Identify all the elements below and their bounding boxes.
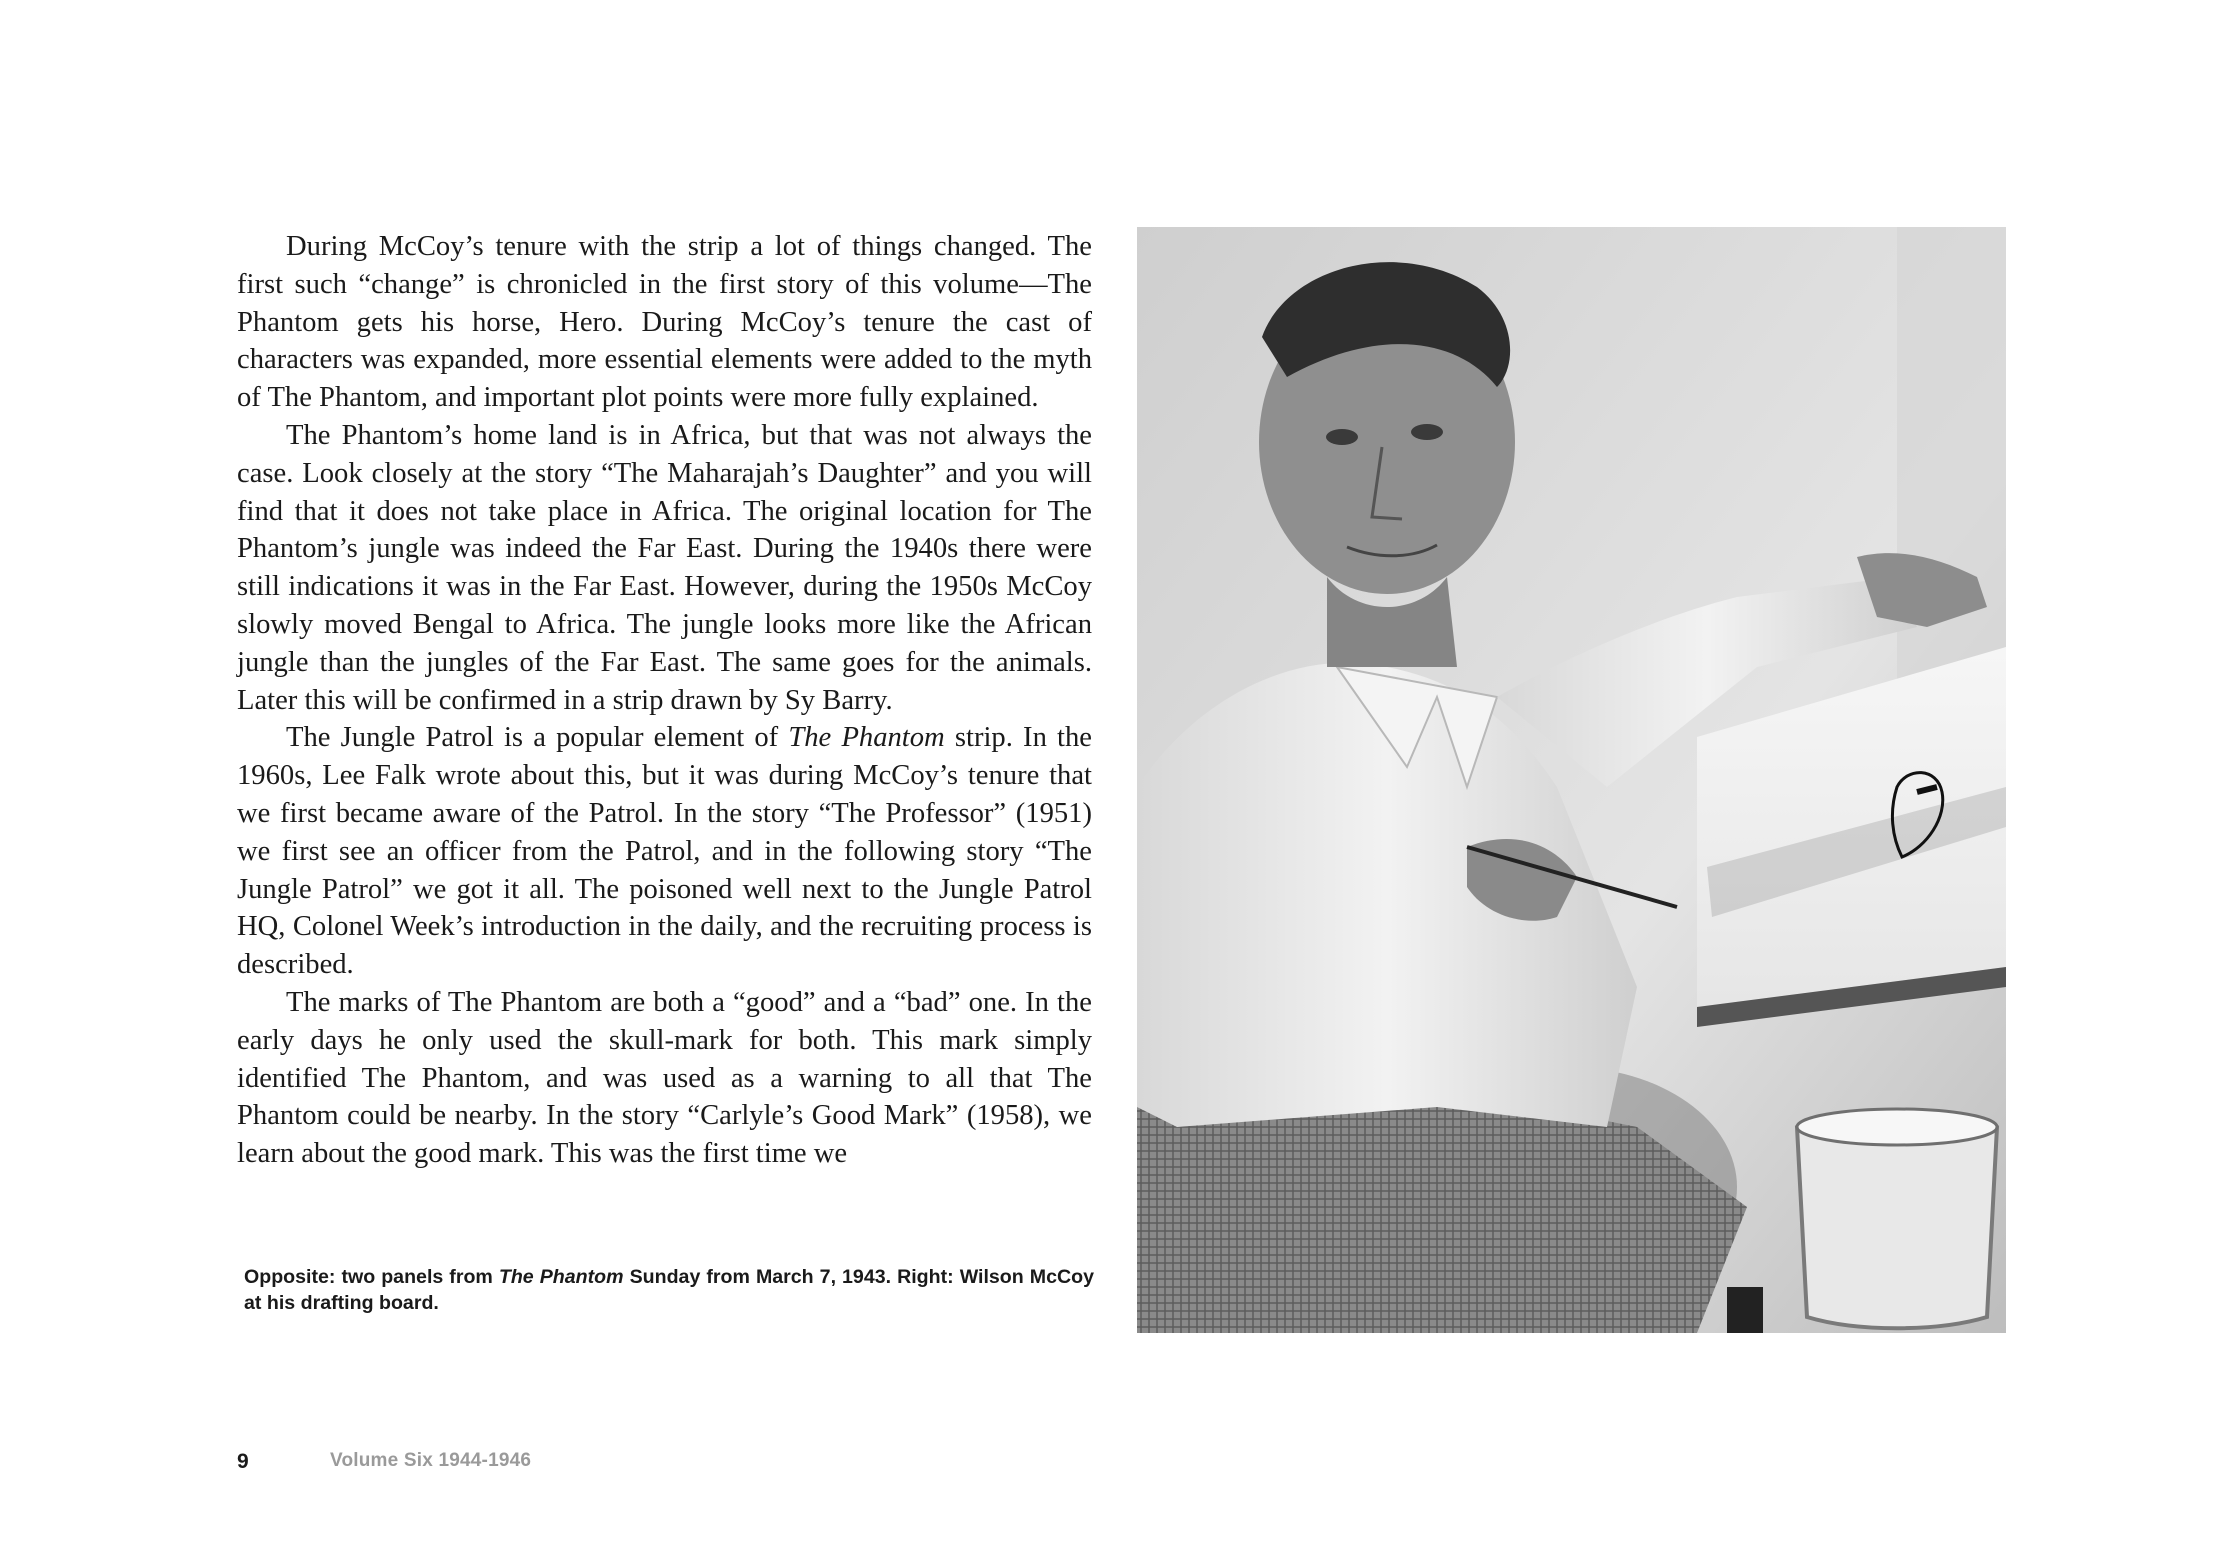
paragraph-3-start: The Jungle Patrol is a popular element of: [286, 722, 789, 754]
mccoy-photo: [1137, 227, 2006, 1333]
strip-title-italic: The Phantom: [788, 722, 945, 754]
paragraph-2: The Phantom’s home land is in Africa, but that was not always the case. Look closely at the story “The Maharajah’s Daughter” and you will find that it does not take place in Africa. The original location for The Phantom’s jungle was indeed the Far East. During the 1940s there were still indications it was in the Far East. However, during the 1950s McCoy slowly moved Bengal to Africa. The jungle looks more like the African jungle than the jungles of the Far East. The same goes for the animals. Later this will be confirmed in a strip drawn by Sy Barry.: [237, 419, 1092, 716]
paragraph-4: The marks of The Phantom are both a “good” and a “bad” one. In the early days he only used the skull-mark for both. This mark simply identified The Phantom, and was used as a warning to all that The Phantom could be nearby. In the story “Carlyle’s Good Mark” (1958), we learn about the good mark. This was the first time we: [237, 986, 1092, 1170]
paragraph-3: [237, 719, 1092, 984]
caption-start: Opposite: two panels from: [244, 1266, 499, 1288]
paragraph-3-rest: strip. In the 1960s, Lee Falk wrote about this, but it was during McCoy’s tenure that we first became aware of the Patrol. In the story “The Professor” (1951) we first see an officer from the Patrol, and in the following story “The Jungle Patrol” we got it all. The poisoned well next to the Jungle Patrol HQ, Colonel Week’s introduction in the daily, and the recruiting process is described.: [237, 722, 1092, 981]
page-number: 9: [237, 1450, 249, 1473]
caption-rest: Sunday from March 7, 1943. Right: Wilson McCoy at his drafting board.: [244, 1266, 1094, 1314]
photo-caption: [244, 1264, 1094, 1316]
photo-illustration: [1137, 227, 2006, 1333]
running-footer-volume: Volume Six 1944-1946: [330, 1450, 532, 1471]
body-text: [237, 228, 1092, 1173]
caption-italic-title: The Phantom: [498, 1266, 624, 1288]
paragraph-1: During McCoy’s tenure with the strip a lot of things changed. The first such “change” is chronicled in the first story of this volume—The Phantom gets his horse, Hero. During McCoy’s tenure the cast of characters was expanded, more essential elements were added to the myth of The Phantom, and important plot points were more fully explained.: [237, 231, 1092, 414]
